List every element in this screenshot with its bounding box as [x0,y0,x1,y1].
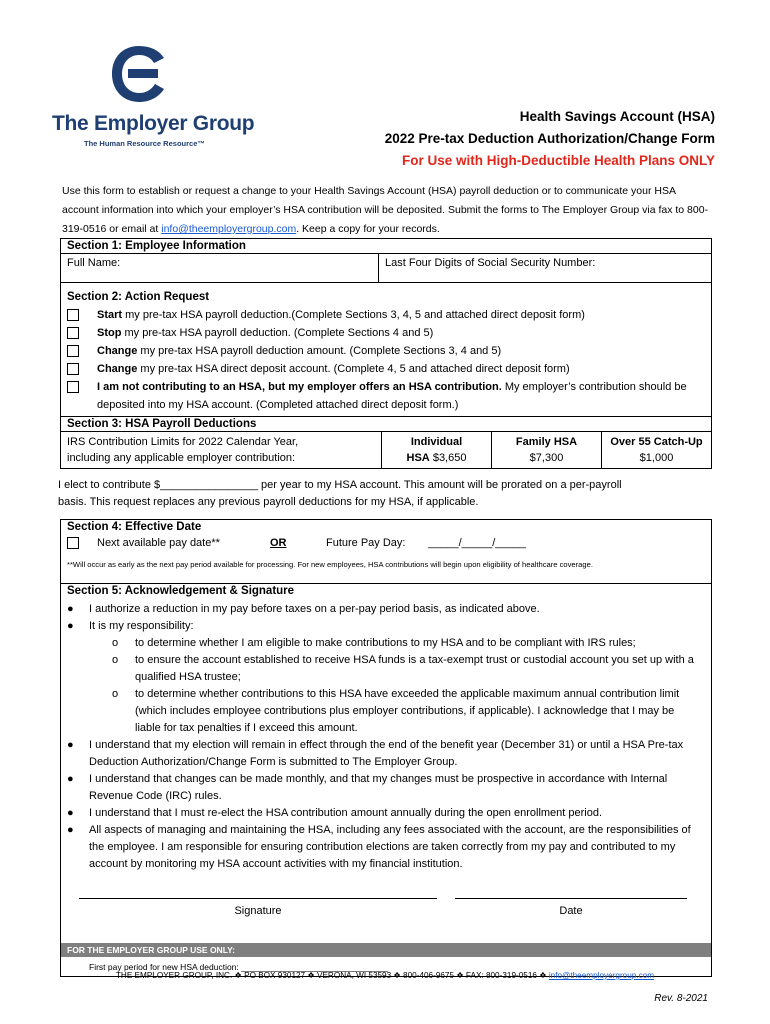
logo-tagline: The Human Resource Resource™ [84,139,205,148]
future-pay-day-label: Future Pay Day: [326,537,406,549]
checkbox-start[interactable] [67,309,79,321]
catchup-limit: Over 55 Catch-Up $1,000 [610,436,703,464]
action-change-amount [67,342,705,360]
signature-line[interactable] [79,898,437,899]
contribution-limits-table [60,432,712,469]
logo-name: The Employer Group [52,112,255,135]
effective-date-note: **Will occur as early as the next pay period available for processing. For new employees, HSA contributions will begin upon eligibility of healthcare coverage. [67,560,593,569]
action-text: Change my pre-tax HSA direct deposit account. (Complete 4, 5 and attached direct deposit form) [97,363,570,375]
future-pay-day-field[interactable]: _____/_____/_____ [428,537,526,549]
ssn-field[interactable] [379,254,711,282]
ssn-label: Last Four Digits of Social Security Number: [385,257,596,269]
section-5-header: Section 5: Acknowledgement & Signature [61,584,711,598]
action-text: Change my pre-tax HSA payroll deduction amount. (Complete Sections 3, 4 and 5) [97,345,502,357]
section-5 [60,584,712,977]
title-line-3: For Use with High-Deductible Health Plans ONLY [401,153,715,168]
list-item: ● I understand that changes can be made monthly, and that my changes must be prospective in accordance with Internal Revenue Code (IRC) rules. [67,773,668,802]
family-limit: Family HSA $7,300 [492,432,602,468]
full-name-field[interactable] [61,254,379,282]
section-4 [60,519,712,584]
form-titles [385,106,715,172]
section-3-header: Section 3: HSA Payroll Deductions [60,416,712,432]
action-text: Start my pre-tax HSA payroll deduction.(Complete Sections 3, 4, 5 and attached direct deposit form) [97,309,585,321]
footer-text: THE EMPLOYER GROUP, INC. ❖ PO BOX 930127 ❖ VERONA, WI 53593 ❖ 800-406-9675 ❖ FAX: 800-319-0516 ❖ [115,971,549,980]
action-employer-contribution [67,378,705,414]
list-item: o to determine whether I am eligible to make contributions to my HSA and to be compliant with IRS rules; [112,637,636,649]
effective-date-options [61,534,711,552]
list-item: ● I understand that my election will remain in effect through the end of the benefit year (December 31) or until a HSA Pre-tax Deduction Authorization/Change Form is submitted to The Employer Group. [67,739,684,768]
action-stop [67,324,705,342]
footer [0,970,770,980]
checkbox-change-deposit[interactable] [67,363,79,375]
checkbox-change-amount[interactable] [67,345,79,357]
company-logo [52,42,255,154]
date-line[interactable] [455,898,687,899]
contribution-election[interactable]: I elect to contribute $________________ per year to my HSA account. This amount will be prorated on a per-payroll basis. This request replaces any previous payroll deductions for my HSA, if applicable. [58,479,622,508]
limits-description: IRS Contribution Limits for 2022 Calendar Year, including any applicable employer contribution: [61,432,382,468]
list-item: ● I authorize a reduction in my pay before taxes on a per-pay period basis, as indicated above. [67,603,540,615]
list-item: o to determine whether contributions to this HSA have exceeded the applicable maximum annual contribution limit (which includes employee contributions plus employer contributions, if applicable). I acknowledge that I may be liable for tax penalties if I exceed this amount. [112,688,680,734]
next-pay-date-label: Next available pay date** [97,537,220,549]
footer-email-link[interactable]: info@theemployergroup.com [548,971,655,980]
section-1-header: Section 1: Employee Information [60,238,712,254]
first-pay-period-field[interactable]: First pay period for new HSA deduction: _______________________________ [89,962,388,972]
hsa-form [60,238,712,977]
revision-label: Rev. 8-2021 [654,993,708,1004]
list-item: ● It is my responsibility: [67,620,194,632]
section-2-header: Section 2: Action Request [60,290,712,304]
action-start [67,306,705,324]
action-change-deposit [67,360,705,378]
employer-group-e-icon [108,42,170,106]
or-label: OR [270,537,287,549]
list-item: o to ensure the account established to receive HSA funds is a tax-exempt trust or custodial account you set up with a qualified HSA trustee; [112,654,694,683]
full-name-label: Full Name: [67,257,121,269]
checkbox-next-pay-date[interactable] [67,537,79,549]
signature-label: Signature [234,905,282,917]
intro-paragraph [62,182,712,239]
section-1-row [60,254,712,283]
intro-text-1: Use this form to establish or request a change to your Health Savings Account (HSA) payroll deduction or to communicate your HSA account information into which your employer’s HSA contribution will be deposited. Submit the forms to The Employer Group via fax to 800-319-0516 or email at [62,185,709,235]
title-line-2: 2022 Pre-tax Deduction Authorization/Change Form [384,131,715,146]
checkbox-employer-contribution[interactable] [67,381,79,393]
section-4-header: Section 4: Effective Date [61,520,711,534]
title-line-1: Health Savings Account (HSA) [519,109,715,124]
date-label: Date [559,905,583,917]
individual-limit: Individual HSA $3,650 [382,432,492,468]
list-item: ● I understand that I must re-elect the HSA contribution amount annually during the open enrollment period. [67,807,603,819]
checkbox-stop[interactable] [67,327,79,339]
employer-use-header: FOR THE EMPLOYER GROUP USE ONLY: [61,943,711,957]
signature-area [67,873,703,935]
acknowledgement-list [61,598,711,943]
list-item: ● All aspects of managing and maintaining the HSA, including any fees associated with the account, are the responsibilities of the employee. I am responsible for ensuring contribution elections are taken correctly from my pay and contributed to my account by monitoring my HSA account activities with my financial institution. [67,824,691,870]
intro-text-2: . Keep a copy for your records. [296,223,440,235]
action-text: Stop my pre-tax HSA payroll deduction. (Complete Sections 4 and 5) [97,327,434,339]
action-request-list [60,304,712,416]
intro-email-link[interactable]: info@theemployergroup.com [161,223,297,235]
action-text: I am not contributing to an HSA, but my employer offers an HSA contribution. My employer’s contribution should be deposited into my HSA account. (Completed attached direct deposit form.) [97,381,687,411]
